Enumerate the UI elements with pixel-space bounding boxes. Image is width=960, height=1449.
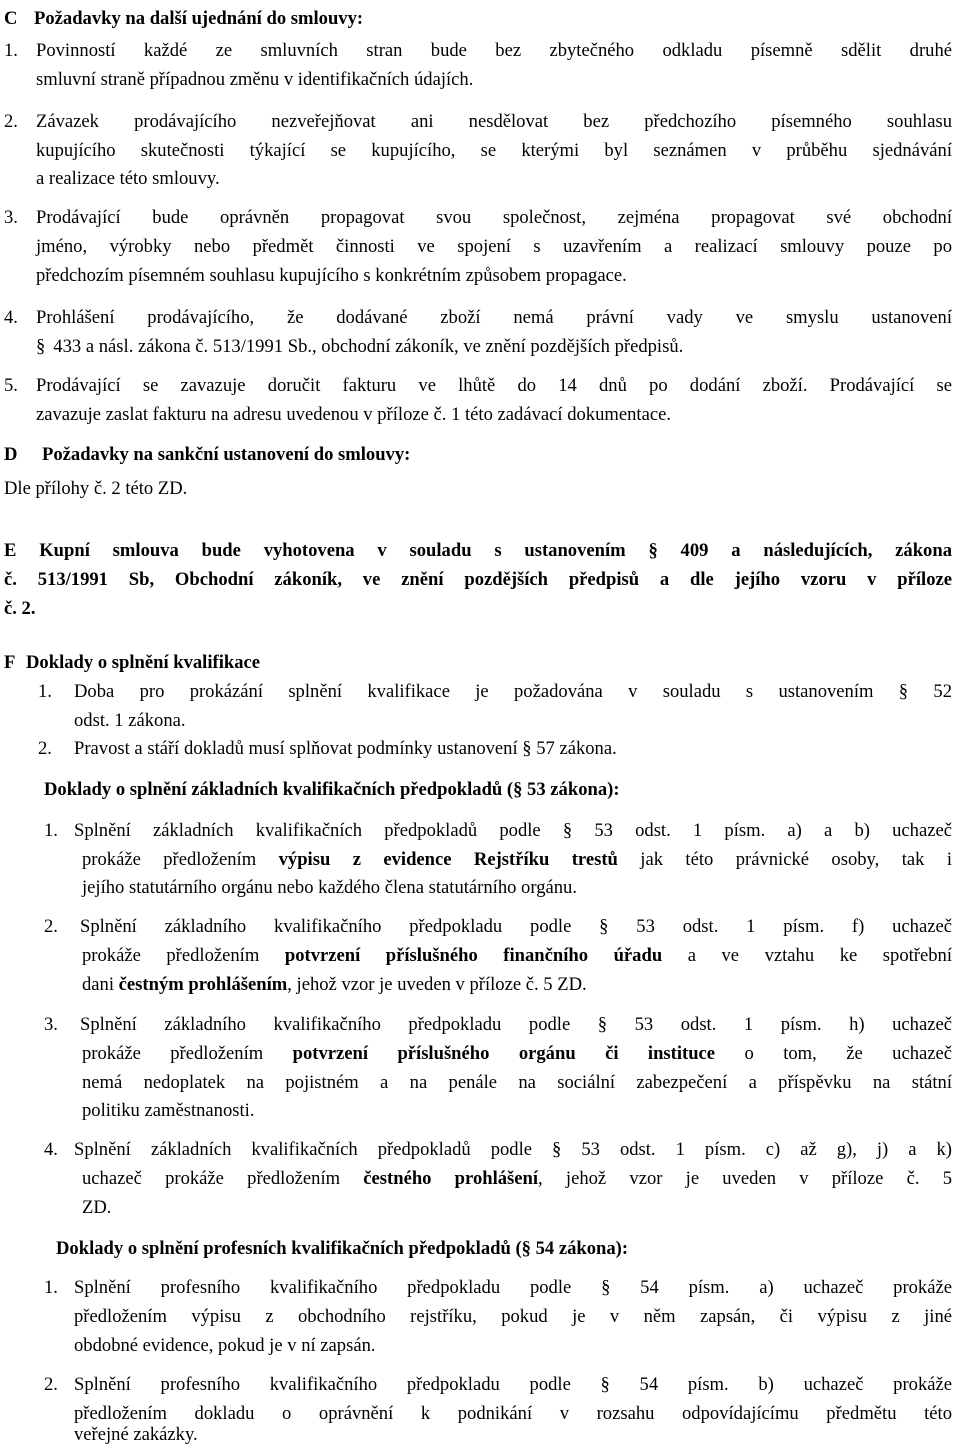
text-run: prokáže předložením [82,1043,293,1064]
text-run: dani [82,974,119,995]
item-line: nemá nedoplatek na pojistném a na penále na sociální zabezpečení a příspěvku na státní [82,1072,952,1093]
item-line: odst. 1 zákona. [74,710,186,731]
item-line: předchozím písemném souhlasu kupujícího s konkrétním způsobem propagace. [36,265,627,286]
item-line: jejího statutárního orgánu nebo každého člena statutárního orgánu. [82,877,578,898]
item-line: obdobné evidence, pokud je v ní zapsán. [74,1335,376,1356]
section-d-text: Dle přílohy č. 2 této ZD. [4,478,188,499]
bold-run: čestného prohlášení [363,1168,539,1189]
text-run: o tom, že uchazeč [715,1043,953,1064]
section-c-title: Požadavky na další ujednání do smlouvy: [34,8,364,29]
bold-run: potvrzení příslušného orgánu či instituce [292,1043,716,1064]
section-f-title: Doklady o splnění kvalifikace [26,652,261,673]
item-number: 1. [38,681,52,702]
section-e-line: E Kupní smlouva bude vyhotovena v souladu s ustanovením § 409 a následujících, zákona [4,540,952,561]
bold-run: čestným prohlášením [118,974,288,995]
item-line [82,970,952,999]
item-line [82,1039,952,1068]
item-line: Splnění základního kvalifikačního předpokladu podle § 53 odst. 1 písm. h) uchazeč [80,1014,952,1035]
section-d-title: Požadavky na sankční ustanovení do smlouvy: [42,444,411,465]
item-line: Prohlášení prodávajícího, že dodávané zboží nemá právní vady ve smyslu ustanovení [36,307,952,328]
section-c-letter: C [4,8,18,29]
item-number: 2. [4,111,18,132]
item-number: 1. [44,1277,58,1298]
item-number: 2. [44,1374,58,1395]
item-line [82,941,952,970]
section-e-line: č. 2. [4,598,36,619]
item-number: 2. [44,916,58,937]
section-d-heading [4,440,960,469]
item-line: Závazek prodávajícího nezveřejňovat ani nesdělovat bez předchozího písemného souhlasu [36,111,952,132]
item-line: Splnění základních kvalifikačních předpokladů podle § 53 odst. 1 písm. c) až g), j) a k) [74,1139,952,1160]
section-e-line: č. 513/1991 Sb, Obchodní zákoník, ve znění pozdějších předpisů a dle jejího vzoru v příloze [4,569,952,590]
item-line: politiku zaměstnanosti. [82,1100,255,1121]
text-run: a ve vztahu ke spotřební [662,945,952,966]
bold-run: výpisu z evidence Rejstříku trestů [278,849,618,870]
section-f-heading [4,648,960,677]
item-line [36,332,952,361]
item-line: a realizace této smlouvy. [36,168,220,189]
item-line: kupujícího skutečnosti týkající se kupujícího, se kterými byl seznámen v průběhu sjednávání [36,140,952,161]
professional-qualification-title: Doklady o splnění profesních kvalifikačních předpokladů (§ 54 zákona): [56,1238,629,1259]
item-number: 4. [4,307,18,328]
item-number: 3. [44,1014,58,1035]
basic-qualification-title: Doklady o splnění základních kvalifikačních předpokladů (§ 53 zákona): [44,779,620,800]
item-line: veřejné zakázky. [74,1424,198,1445]
item-line: Pravost a stáří dokladů musí splňovat podmínky ustanovení § 57 zákona. [74,738,617,759]
text-run: prokáže předložením [82,849,279,870]
bold-run: potvrzení příslušného finančního úřadu [284,945,663,966]
item-line: smluvní straně případnou změnu v identifikačních údajích. [36,69,474,90]
item-line [82,1164,952,1193]
item-number: 1. [44,820,58,841]
item-line [82,845,952,874]
item-number: 1. [4,40,18,61]
item-number: 2. [38,738,52,759]
text-run: jak této právnické osoby, tak i [617,849,952,870]
text-run: , jehož vzor je uveden v příloze č. 5 ZD. [287,974,587,995]
section-d-letter: D [4,444,18,465]
item-line: Splnění profesního kvalifikačního předpokladu podle § 54 písm. a) uchazeč prokáže [74,1277,952,1298]
section-c-heading [4,4,960,33]
item-line: jméno, výrobky nebo předmět činnosti ve spojení s uzavřením a realizací smlouvy pouze po [36,236,952,257]
item-line: Povinností každé ze smluvních stran bude bez zbytečného odkladu písemně sdělit druhé [36,40,952,61]
item-number: 3. [4,207,18,228]
item-number: 4. [44,1139,58,1160]
item-line: Prodávající se zavazuje doručit fakturu ve lhůtě do 14 dnů po dodání zboží. Prodávající se [36,375,952,396]
item-line: předložením výpisu z obchodního rejstříku, pokud je v něm zapsán, či výpisu z jiné [74,1306,952,1327]
item-number: 5. [4,375,18,396]
text-run: uchazeč prokáže předložením [82,1168,364,1189]
item-line: Prodávající bude oprávněn propagovat svou společnost, zejména propagovat své obchodní [36,207,952,228]
item-line: předložením dokladu o oprávnění k podnikání v rozsahu odpovídajícímu předmětu této [74,1403,952,1424]
item-line-text: 433 a násl. zákona č. 513/1991 Sb., obchodní zákoník, ve znění pozdějších předpisů. [53,336,684,357]
item-line: ZD. [82,1197,112,1218]
section-sign-icon: § [36,336,46,357]
text-run: , jehož vzor je uveden v příloze č. 5 [538,1168,952,1189]
section-f-letter: F [4,652,16,673]
item-line: Splnění základního kvalifikačního předpokladu podle § 53 odst. 1 písm. f) uchazeč [80,916,952,937]
item-line: Doba pro prokázání splnění kvalifikace je požadována v souladu s ustanovením § 52 [74,681,952,702]
item-line: Splnění základních kvalifikačních předpokladů podle § 53 odst. 1 písm. a) a b) uchazeč [74,820,952,841]
text-run: prokáže předložením [82,945,285,966]
item-line: zavazuje zaslat fakturu na adresu uvedenou v příloze č. 1 této zadávací dokumentace. [36,404,671,425]
item-line: Splnění profesního kvalifikačního předpokladu podle § 54 písm. b) uchazeč prokáže [74,1374,952,1395]
